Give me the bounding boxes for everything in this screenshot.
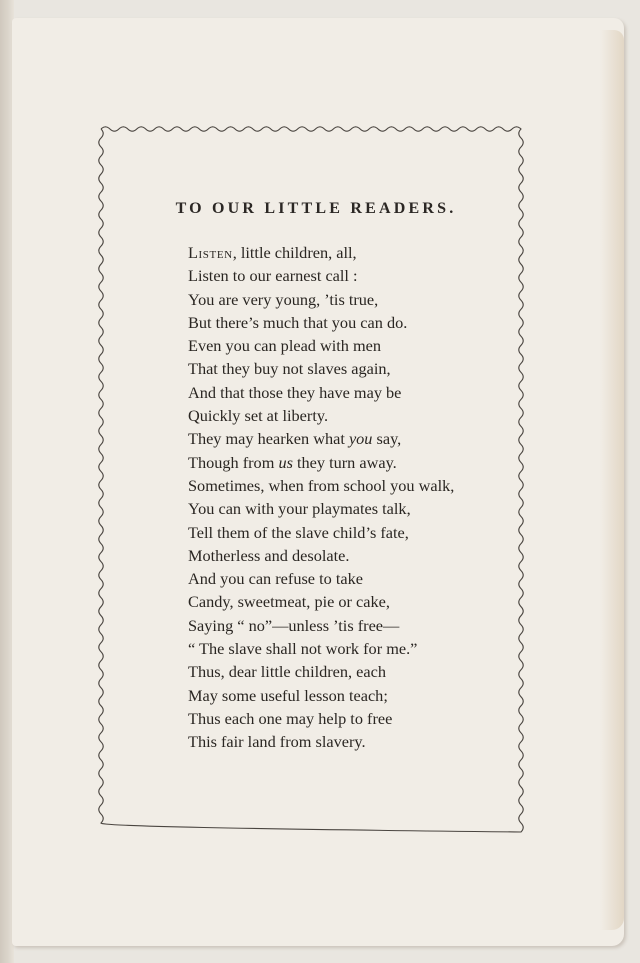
poem-line-1: Listen, little children, all,	[188, 243, 357, 262]
poem	[188, 241, 528, 754]
poem-line-9: They may hearken what you say,	[188, 429, 402, 449]
poem-line-3: You are very young, ’tis true,	[188, 289, 379, 309]
poem-line-4: But there’s much that you can do.	[188, 312, 408, 332]
poem-line-18: “ The slave shall not work for me.”	[188, 639, 418, 659]
poem-line-22: This fair land from slavery.	[188, 732, 366, 752]
poem-line-13: Tell them of the slave child’s fate,	[188, 522, 409, 542]
poem-line-19: Thus, dear little children, each	[188, 662, 387, 682]
emphasis-you: you	[348, 429, 373, 449]
poem-line-14: Motherless and desolate.	[188, 545, 350, 565]
poem-line-11: Sometimes, when from school you walk,	[188, 475, 455, 495]
poem-line-7: And that those they have may be	[188, 382, 402, 402]
poem-line-2: Listen to our earnest call :	[188, 266, 358, 286]
poem-line-21: Thus each one may help to free	[188, 708, 393, 728]
poem-line-20: May some useful lesson teach;	[188, 685, 388, 705]
poem-line-16: Candy, sweetmeat, pie or cake,	[188, 592, 390, 612]
poem-line-12: You can with your playmates talk,	[188, 499, 411, 519]
poem-line-8: Quickly set at liberty.	[188, 406, 329, 426]
emphasis-us: us	[278, 452, 293, 472]
poem-line-17: Saying “ no”—unless ’tis free—	[188, 615, 400, 635]
page-title: TO OUR LITTLE READERS.	[175, 200, 457, 217]
poem-line-15: And you can refuse to take	[188, 569, 363, 589]
poem-line-6: That they buy not slaves again,	[188, 359, 391, 379]
poem-line-10: Though from us they turn away.	[188, 452, 397, 472]
first-word: Listen	[188, 243, 233, 262]
poem-line-5: Even you can plead with men	[188, 336, 382, 356]
